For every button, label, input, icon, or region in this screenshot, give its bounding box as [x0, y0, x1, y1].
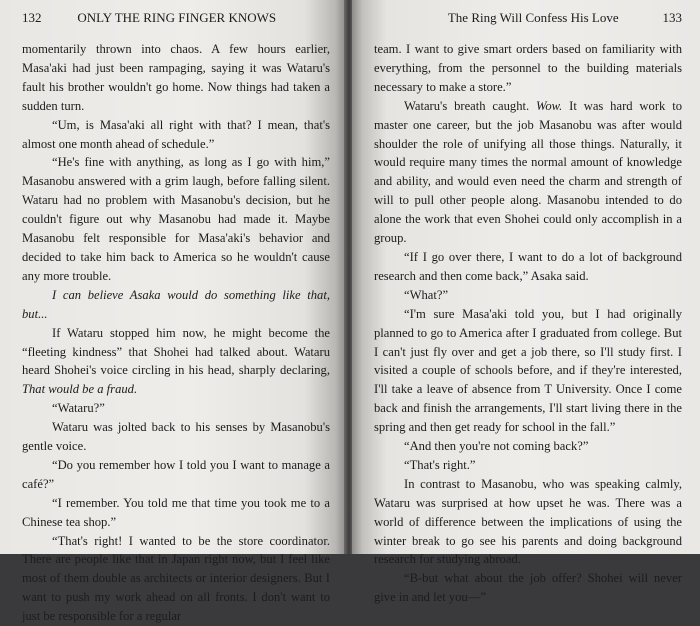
paragraph [22, 399, 330, 418]
page-number: 133 [662, 10, 682, 25]
text-run: “That's right.” [404, 457, 476, 472]
paragraph [374, 456, 682, 475]
text-run: team. I want to give smart orders based on familiarity with everything, from the personnel to the building materials necessary to make a store.” [374, 42, 682, 94]
paragraph [374, 286, 682, 305]
paragraph [374, 305, 682, 437]
paragraph [22, 40, 330, 116]
italic-text: Wow. [536, 98, 563, 113]
right-page-body [374, 40, 682, 607]
text-run: In contrast to Masanobu, who was speaking calmly, Wataru was surprised at how upset he was. There was a world of difference between the implications of using the winter break to go see his parents and doing background research for studying abroad. [374, 476, 682, 567]
left-page-body [22, 40, 330, 626]
text-run: “Wataru?” [52, 401, 105, 416]
text-run: “He's fine with anything, as long as I go with him,” Masanobu answered with a grim laugh, before falling silent. Wataru had no problem with Masanobu's decision, but he couldn't figure out why Masanobu had made it. Maybe Masanobu felt responsible for Masa'aki's behavior and decided to take him back to America so he wouldn't cause any more trouble. [22, 155, 330, 283]
running-head: The Ring Will Confess His Love [447, 10, 619, 25]
left-page [0, 0, 346, 624]
italic-text: I can believe Asaka would do something like that, but... [22, 287, 330, 321]
text-run: “Um, is Masa'aki all right with that? I mean, that's almost one month ahead of schedule.” [22, 117, 330, 151]
paragraph [22, 494, 330, 532]
text-run: “Do you remember how I told you I want to manage a café?” [22, 457, 330, 491]
text-run: “If I go over there, I want to do a lot of background research and then come back,” Asaka said. [374, 249, 682, 283]
paragraph [374, 569, 682, 607]
text-run: Wataru was jolted back to his senses by Masanobu's gentle voice. [22, 420, 330, 454]
text-run: “And then you're not coming back?” [404, 439, 589, 454]
left-page-header [22, 10, 330, 32]
text-run: “B-but what about the job offer? Shohei will never give in and let you—” [374, 571, 682, 605]
paragraph [374, 97, 682, 248]
right-page [352, 0, 700, 605]
paragraph [22, 456, 330, 494]
paragraph [22, 116, 330, 154]
right-page-header [374, 10, 682, 32]
italic-text: That would be a fraud. [22, 382, 138, 397]
text-run: “What?” [404, 287, 449, 302]
paragraph [374, 40, 682, 97]
paragraph [22, 532, 330, 626]
text-run: “That's right! I wanted to be the store coordinator. There are people like that in Japan right now, but I feel like most of them double as architects or interior designers. But I want to push my work ahead on all fronts. I don't want to just be responsible for a regular [22, 533, 330, 624]
paragraph [374, 475, 682, 570]
paragraph [374, 437, 682, 456]
page-number: 132 [22, 10, 42, 25]
text-run: “I remember. You told me that time you took me to a Chinese tea shop.” [22, 495, 330, 529]
text-run: Wataru's breath caught. [404, 98, 537, 113]
running-head: ONLY THE RING FINGER KNOWS [77, 10, 277, 25]
text-run: It was hard work to master one career, but the job Masanobu was after would shoulder the role of unifying all those things. Naturally, it would require many times the normal amount of knowledge and ability, and would even need the charm and strength of will to pull other people along. Masanobu intended to do alone the work that even Shohei could only accomplish in a group. [374, 98, 682, 246]
paragraph [374, 248, 682, 286]
paragraph [22, 153, 330, 285]
paragraph [22, 324, 330, 400]
paragraph [22, 286, 330, 324]
paragraph [22, 418, 330, 456]
text-run: “I'm sure Masa'aki told you, but I had originally planned to go to America after I graduated from college. But I can't just fly over and get a job there, so I'll study first. I visited a couple of schools before, and if they're interested, I'll take a leave of absence from T University. Once I come back and finish the arrangements, I'll start living there in the spring and then get ready for school in the fall.” [374, 306, 682, 435]
text-run: If Wataru stopped him now, he might become the “fleeting kindness” that Shohei had talked about. Wataru heard Shohei's voice circling in his head, sharply declaring, [22, 325, 330, 378]
text-run: momentarily thrown into chaos. A few hours earlier, Masa'aki had just been rampaging, saying it was Wataru's fault his brother wouldn't go home. Now things had taken a sudden turn. [22, 42, 330, 113]
